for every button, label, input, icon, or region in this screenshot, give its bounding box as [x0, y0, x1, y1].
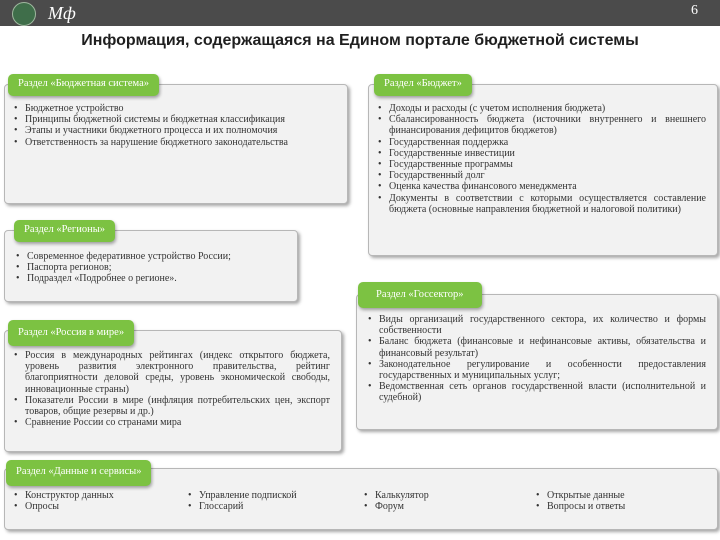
data-services-col-4: [534, 490, 704, 512]
list-item: • Принципы бюджетной системы и бюджетная классификация: [12, 114, 334, 125]
data-services-col-2: [186, 490, 346, 512]
list-item: • Сравнение России со странами мира: [12, 417, 330, 428]
top-bar: [0, 0, 720, 26]
data-services-col-1: [12, 490, 162, 512]
logo-text: Мф: [48, 3, 76, 23]
list-item: • Документы в соответствии с которыми осуществляется составление бюджета (основные направления бюджетной и налоговой политики): [376, 193, 706, 215]
section-budget-label: Раздел «Бюджет»: [374, 74, 472, 96]
list-item: • Ведомственная сеть органов государственной власти (исполнительной и судебной): [366, 381, 706, 403]
public-sector-list: [366, 314, 706, 404]
section-public-sector-label: Раздел «Госсектор»: [358, 282, 482, 308]
list-item: • Форум: [362, 501, 512, 512]
list-item: • Баланс бюджета (финансовые и нефинансовые активы, обязательства и финансовый результат): [366, 336, 706, 358]
section-data-services-label: Раздел «Данные и сервисы»: [6, 460, 151, 486]
budget-list: [376, 103, 706, 215]
section-russia-world-label: Раздел «Россия в мире»: [8, 320, 134, 346]
list-item: • Ответственность за нарушение бюджетного законодательства: [12, 137, 334, 148]
list-item: • Виды организаций государственного сектора, их количество и формы собственности: [366, 314, 706, 336]
list-item: • Показатели России в мире (инфляция потребительских цен, экспорт товаров, общие резервы и др.): [12, 395, 330, 417]
list-item: • Подраздел «Подробнее о регионе».: [14, 273, 290, 284]
list-item: • Государственные инвестиции: [376, 148, 706, 159]
page-number: 6: [691, 3, 698, 18]
list-item: • Бюджетное устройство: [12, 103, 334, 114]
list-item: • Сбалансированность бюджета (источники внутреннего и внешнего финансирования дефицитов бюджетов): [376, 114, 706, 136]
budget-system-list: [12, 103, 334, 148]
list-item: • Государственная поддержка: [376, 137, 706, 148]
list-item: • Оценка качества финансового менеджмента: [376, 181, 706, 192]
russia-world-list: [12, 350, 330, 428]
list-item: • Опросы: [12, 501, 162, 512]
section-budget-system-label: Раздел «Бюджетная система»: [8, 74, 159, 96]
data-services-col-3: [362, 490, 512, 512]
list-item: • Открытые данные: [534, 490, 704, 501]
list-item: • Глоссарий: [186, 501, 346, 512]
section-regions-label: Раздел «Регионы»: [14, 220, 115, 242]
list-item: • Паспорта регионов;: [14, 262, 290, 273]
list-item: • Калькулятор: [362, 490, 512, 501]
list-item: • Вопросы и ответы: [534, 501, 704, 512]
list-item: • Управление подпиской: [186, 490, 346, 501]
list-item: • Современное федеративное устройство России;: [14, 251, 290, 262]
list-item: • Законодательное регулирование и особенности предоставления государственных и муниципальных услуг;: [366, 359, 706, 381]
list-item: • Доходы и расходы (с учетом исполнения бюджета): [376, 103, 706, 114]
regions-list: [14, 251, 290, 285]
list-item: • Государственные программы: [376, 159, 706, 170]
list-item: • Россия в международных рейтингах (индекс открытого бюджета, уровень развития электронного правительства, рейтинг благоприятности деловой среды, уровень экономической свободы, инновационные страны): [12, 350, 330, 395]
list-item: • Конструктор данных: [12, 490, 162, 501]
list-item: • Государственный долг: [376, 170, 706, 181]
page-title: Информация, содержащаяся на Едином портале бюджетной системы: [81, 32, 639, 49]
list-item: • Этапы и участники бюджетного процесса и их полномочия: [12, 125, 334, 136]
ministry-emblem-icon: [12, 2, 36, 26]
